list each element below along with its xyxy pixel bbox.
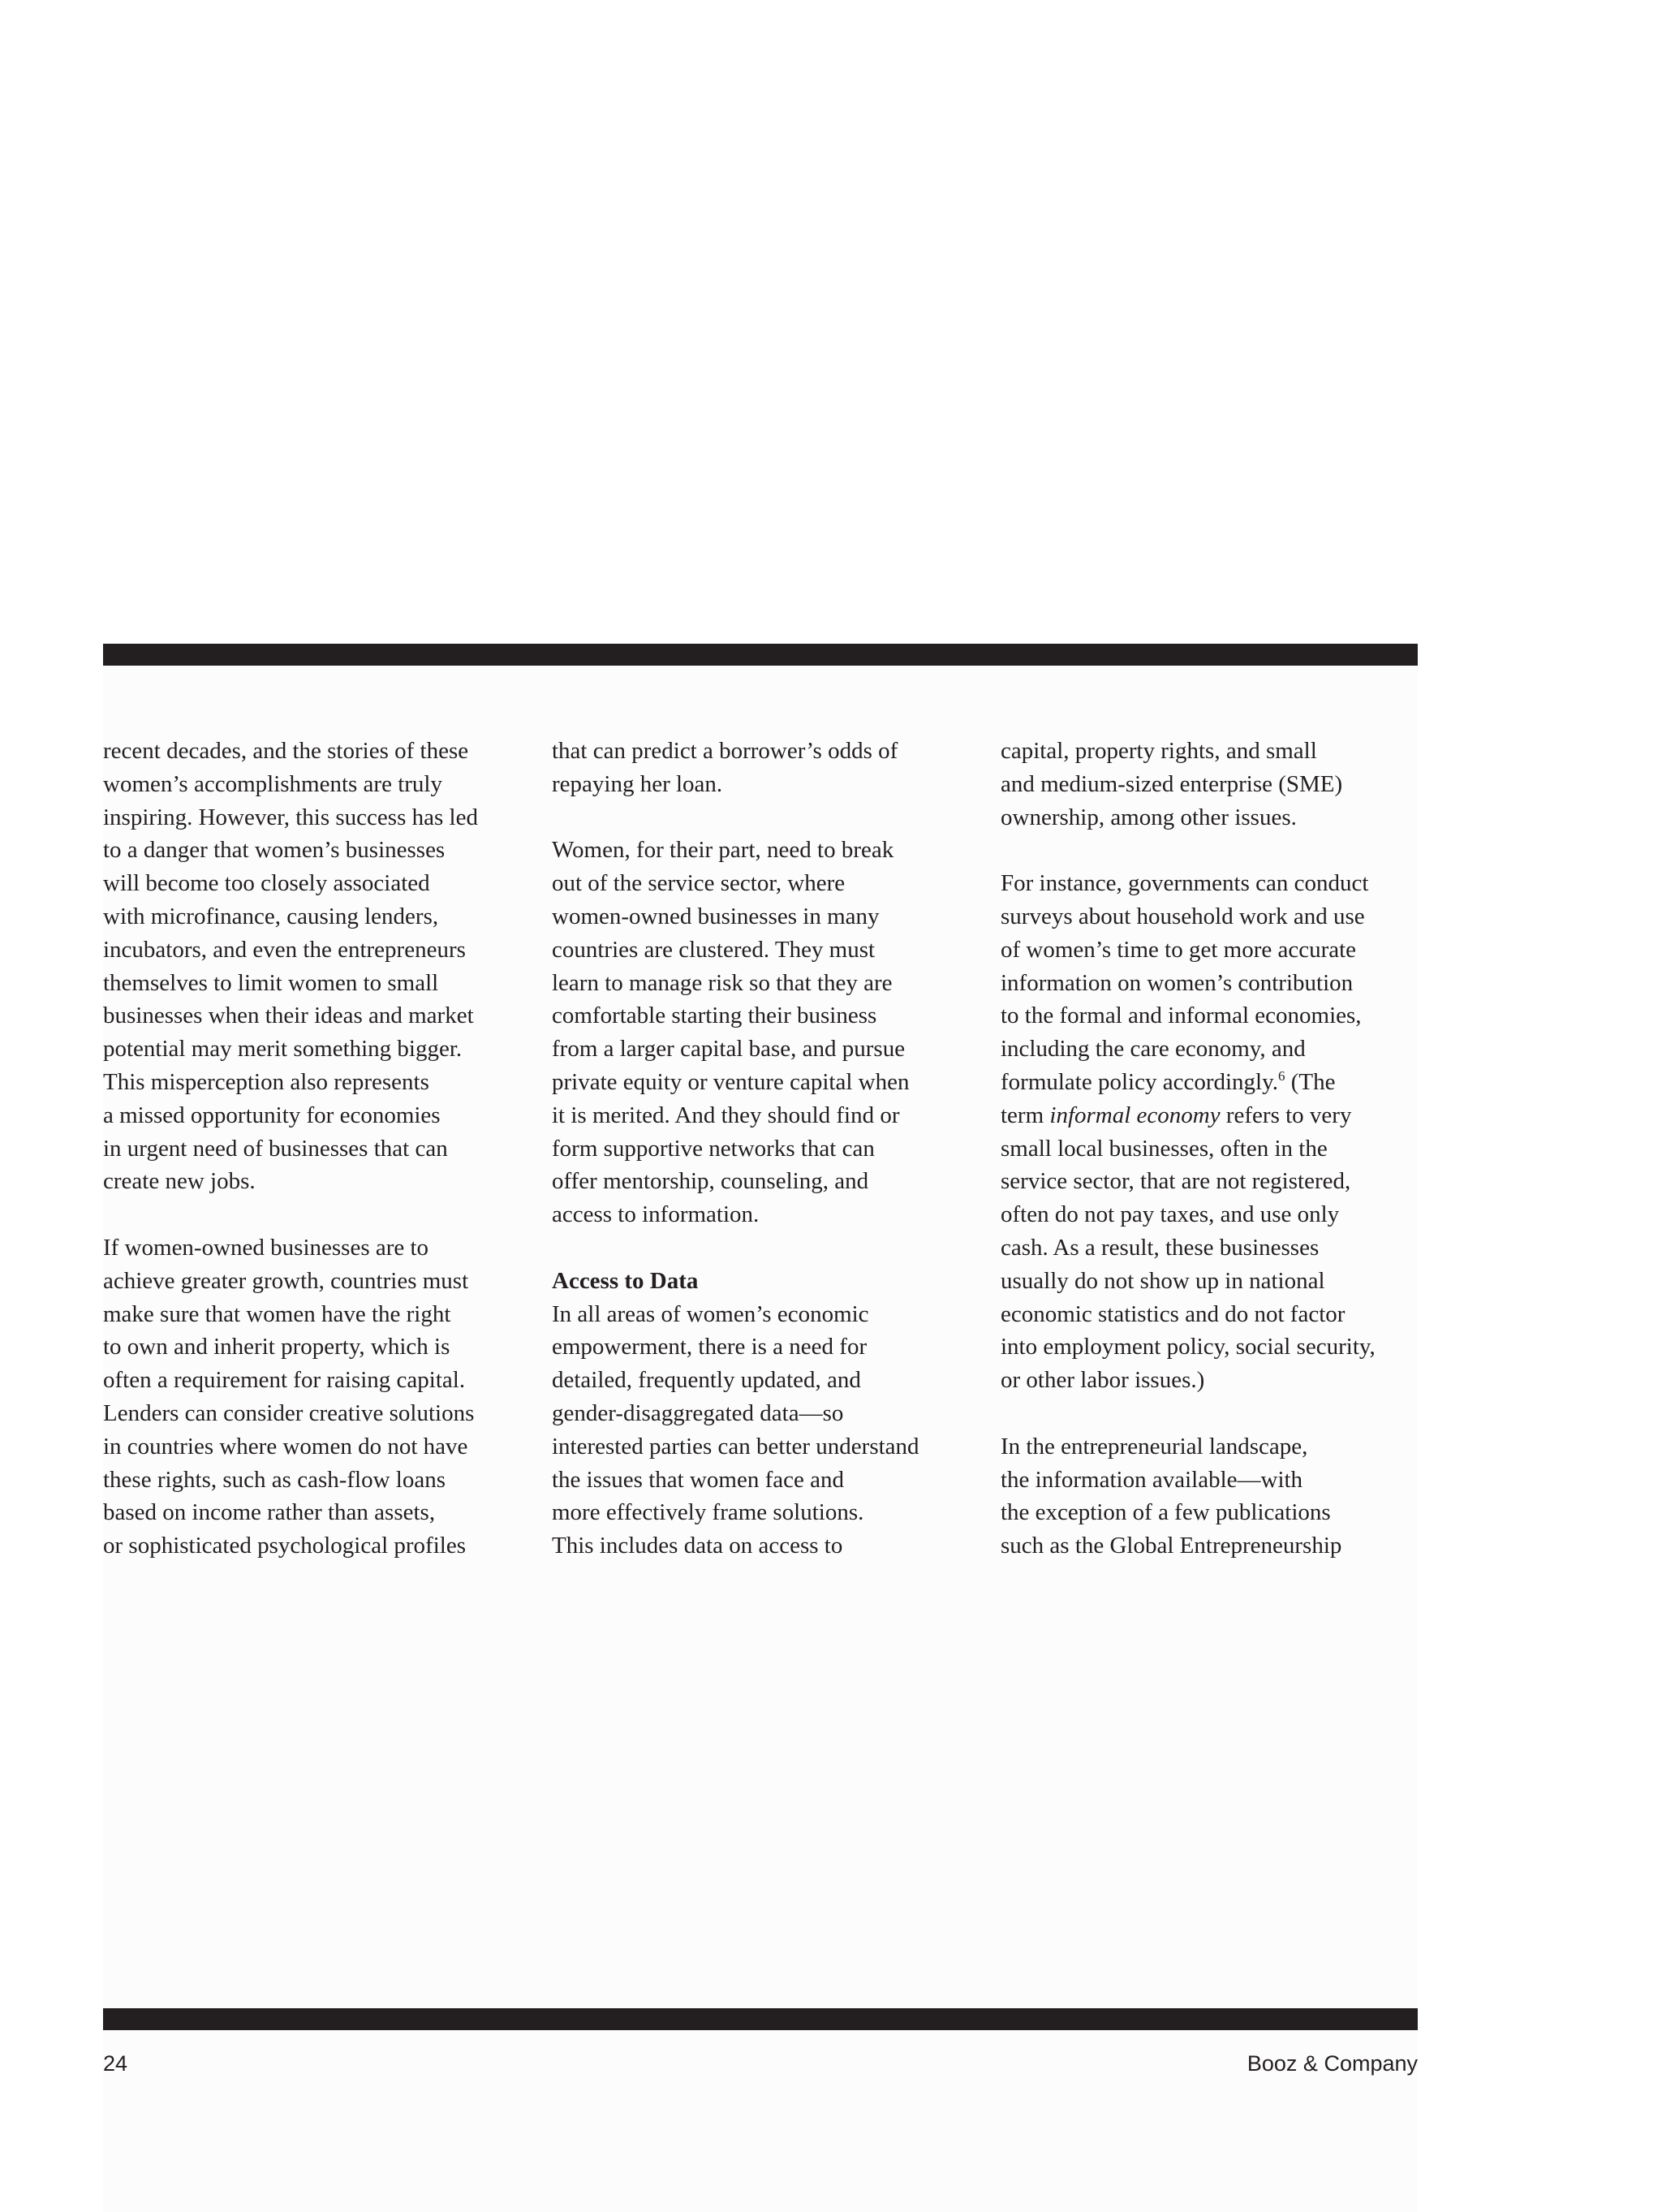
text-line: detailed, frequently updated, and bbox=[552, 1367, 861, 1394]
text-line: create new jobs. bbox=[103, 1168, 256, 1195]
paragraph bbox=[552, 1265, 990, 1563]
text-line: repaying her loan. bbox=[552, 770, 723, 797]
paragraph-spacer bbox=[103, 1198, 541, 1231]
paragraph bbox=[1001, 867, 1439, 1397]
text-line: empowerment, there is a need for bbox=[552, 1334, 868, 1360]
text-line: ownership, among other issues. bbox=[1001, 804, 1297, 830]
text-run: refers to very bbox=[1220, 1102, 1352, 1128]
text-line: This includes data on access to bbox=[552, 1533, 843, 1559]
text-line: information on women’s contribution bbox=[1001, 969, 1354, 996]
text-line: access to information. bbox=[552, 1201, 760, 1228]
text-line: or other labor issues.) bbox=[1001, 1367, 1205, 1394]
text-line: private equity or venture capital when bbox=[552, 1068, 910, 1095]
text-line: a missed opportunity for economies bbox=[103, 1102, 441, 1128]
paragraph bbox=[103, 735, 541, 1198]
text-line: the information available—with bbox=[1001, 1466, 1303, 1493]
text-line-with-italic bbox=[1001, 1099, 1439, 1132]
text-line: form supportive networks that can bbox=[552, 1135, 875, 1162]
text-line: recent decades, and the stories of these bbox=[103, 738, 469, 764]
page-number: 24 bbox=[103, 2051, 128, 2076]
text-line: Lenders can consider creative solutions bbox=[103, 1399, 475, 1426]
text-line: often do not pay taxes, and use only bbox=[1001, 1201, 1340, 1228]
paragraph-spacer bbox=[552, 1231, 990, 1265]
text-line: often a requirement for raising capital. bbox=[103, 1367, 466, 1394]
text-line: economic statistics and do not factor bbox=[1001, 1300, 1346, 1327]
section-heading: Access to Data bbox=[552, 1267, 699, 1294]
paragraph-spacer bbox=[552, 801, 990, 834]
text-run: (The bbox=[1285, 1068, 1336, 1095]
text-line: such as the Global Entrepreneurship bbox=[1001, 1533, 1342, 1559]
text-line: women’s accomplishments are truly bbox=[103, 770, 442, 797]
italic-term: informal economy bbox=[1049, 1102, 1221, 1128]
text-line: the exception of a few publications bbox=[1001, 1499, 1331, 1526]
paragraph-spacer bbox=[1001, 834, 1439, 867]
text-line: surveys about household work and use bbox=[1001, 903, 1365, 929]
text-line: capital, property rights, and small bbox=[1001, 738, 1317, 764]
text-line: to a danger that women’s businesses bbox=[103, 837, 446, 864]
column-1 bbox=[103, 735, 541, 1563]
company-name: Booz & Company bbox=[1246, 2051, 1418, 2076]
text-line: inspiring. However, this success has led bbox=[103, 804, 478, 830]
text-line-with-footnote bbox=[1001, 1066, 1439, 1099]
text-line: comfortable starting their business bbox=[552, 1003, 877, 1029]
text-line: of women’s time to get more accurate bbox=[1001, 936, 1357, 963]
paragraph bbox=[1001, 1430, 1439, 1563]
text-line: interested parties can better understand bbox=[552, 1433, 919, 1460]
text-line: service sector, that are not registered, bbox=[1001, 1168, 1351, 1195]
text-line: the issues that women face and bbox=[552, 1466, 844, 1493]
text-line: from a larger capital base, and pursue bbox=[552, 1036, 906, 1063]
text-line: these rights, such as cash-flow loans bbox=[103, 1466, 446, 1493]
text-run: term bbox=[1001, 1102, 1050, 1128]
text-line: will become too closely associated bbox=[103, 870, 430, 897]
text-line: and medium-sized enterprise (SME) bbox=[1001, 770, 1343, 797]
text-line: that can predict a borrower’s odds of bbox=[552, 738, 898, 764]
paragraph-spacer bbox=[1001, 1397, 1439, 1430]
text-line: For instance, governments can conduct bbox=[1001, 870, 1369, 897]
text-line: achieve greater growth, countries must bbox=[103, 1267, 469, 1294]
text-line: to the formal and informal economies, bbox=[1001, 1003, 1362, 1029]
text-line: This misperception also represents bbox=[103, 1068, 429, 1095]
text-line: make sure that women have the right bbox=[103, 1300, 451, 1327]
text-line: potential may merit something bigger. bbox=[103, 1036, 463, 1063]
text-line: In the entrepreneurial landscape, bbox=[1001, 1433, 1308, 1460]
text-line: businesses when their ideas and market bbox=[103, 1003, 474, 1029]
text-line: women-owned businesses in many bbox=[552, 903, 880, 929]
text-line: it is merited. And they should find or bbox=[552, 1102, 900, 1128]
text-line: learn to manage risk so that they are bbox=[552, 969, 893, 996]
paragraph bbox=[552, 735, 990, 801]
text-line: Women, for their part, need to break bbox=[552, 837, 894, 864]
paragraph bbox=[552, 834, 990, 1231]
text-line: incubators, and even the entrepreneurs bbox=[103, 936, 466, 963]
paragraph bbox=[103, 1231, 541, 1563]
column-2 bbox=[552, 735, 990, 1563]
text-line: cash. As a result, these businesses bbox=[1001, 1234, 1320, 1261]
text-line: gender-disaggregated data—so bbox=[552, 1399, 844, 1426]
text-line: based on income rather than assets, bbox=[103, 1499, 436, 1526]
text-line: including the care economy, and bbox=[1001, 1036, 1306, 1063]
text-line: in countries where women do not have bbox=[103, 1433, 468, 1460]
text-line: In all areas of women’s economic bbox=[552, 1300, 869, 1327]
footnote-marker: 6 bbox=[1277, 1067, 1285, 1084]
text-line: more effectively frame solutions. bbox=[552, 1499, 864, 1526]
top-rule bbox=[103, 644, 1418, 666]
text-line: into employment policy, social security, bbox=[1001, 1334, 1376, 1360]
column-3 bbox=[1001, 735, 1439, 1563]
text-line: in urgent need of businesses that can bbox=[103, 1135, 448, 1162]
bottom-rule bbox=[103, 2008, 1418, 2030]
text-line: to own and inherit property, which is bbox=[103, 1334, 450, 1360]
text-line: usually do not show up in national bbox=[1001, 1267, 1325, 1294]
text-run: formulate policy accordingly. bbox=[1001, 1068, 1278, 1095]
text-line: offer mentorship, counseling, and bbox=[552, 1168, 869, 1195]
paragraph bbox=[1001, 735, 1439, 834]
text-line: with microfinance, causing lenders, bbox=[103, 903, 439, 929]
text-line: or sophisticated psychological profiles bbox=[103, 1533, 466, 1559]
text-line: countries are clustered. They must bbox=[552, 936, 876, 963]
text-line: small local businesses, often in the bbox=[1001, 1135, 1328, 1162]
text-line: If women-owned businesses are to bbox=[103, 1234, 429, 1261]
text-line: out of the service sector, where bbox=[552, 870, 846, 897]
text-line: themselves to limit women to small bbox=[103, 969, 439, 996]
